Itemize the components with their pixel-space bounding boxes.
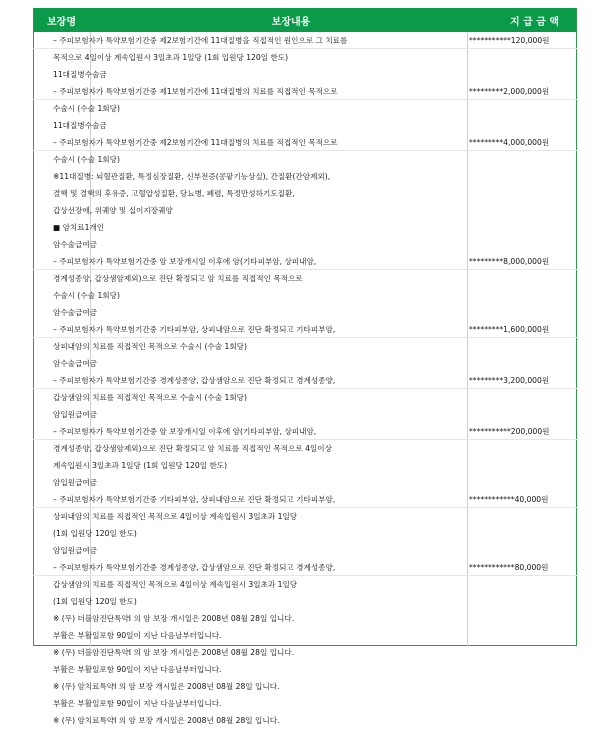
- table-row: [33, 253, 577, 270]
- table-row: [33, 219, 577, 236]
- table-row: [33, 372, 577, 389]
- table-row: [33, 321, 577, 338]
- row-amount: ***********200,000원: [469, 427, 550, 436]
- row-text: – 주피보험자가 특약보험기간중 제2보험기간에 11대질병의 치료를 직접적인 목적으로: [53, 138, 338, 147]
- table-row: [33, 474, 577, 491]
- header-benefit-name: 보장명: [47, 16, 76, 28]
- table-row: [33, 389, 577, 406]
- row-text: – 주피보험자가 특약보험기간중 경계성종양, 갑상샘암으로 진단 확정되고 경계성종양,: [53, 563, 336, 572]
- row-text: 갑상샘암의 치료를 직접적인 목적으로 4일이상 계속입원시 3일초과 1일당: [53, 580, 298, 589]
- row-text: 부활은 부활일포함 90일이 지난 다음날부터입니다.: [53, 665, 222, 674]
- row-text: 암수술급여금: [53, 359, 98, 368]
- row-text: – 주피보험자가 특약보험기간중 제2보험기간에 11대질병을 직접적인 원인으로 그 치료를: [53, 36, 348, 45]
- table-row: [33, 423, 577, 440]
- row-amount: *********2,000,000원: [469, 87, 550, 96]
- row-text: 암수술급여금: [53, 240, 98, 249]
- row-text: 암입원급여금: [53, 546, 98, 555]
- row-text: 경계성종양, 갑상샘암제외)으로 진단 확정되고 암 치료를 직접적인 목적으로 4일이상: [53, 444, 332, 453]
- table-row: [33, 695, 577, 712]
- table-body: [33, 32, 577, 729]
- table-row: [33, 185, 577, 202]
- row-text: 수술시 (수술 1회당): [53, 155, 120, 164]
- table-row: [33, 151, 577, 168]
- row-text: 상피내암의 치료를 직접적인 목적으로 4일이상 계속입원시 3일초과 1일당: [53, 512, 298, 521]
- row-text: (1회 입원당 120일 한도): [53, 529, 137, 538]
- row-text: 암수술급여금: [53, 308, 98, 317]
- table-row: [33, 270, 577, 287]
- table-row: [33, 525, 577, 542]
- row-text: – 주피보험자가 특약보험기간중 기타피부암, 상피내암으로 진단 확정되고 기타피부암,: [53, 325, 336, 334]
- table-row: [33, 66, 577, 83]
- table-row: [33, 355, 577, 372]
- row-amount: *********4,000,000원: [469, 138, 550, 147]
- table-row: [33, 168, 577, 185]
- table-row: [33, 712, 577, 729]
- table-row: [33, 576, 577, 593]
- table-row: [33, 287, 577, 304]
- row-amount: *********8,000,000원: [469, 257, 550, 266]
- header-benefit-content: 보장내용: [271, 16, 311, 28]
- table-row: [33, 134, 577, 151]
- table-row: [33, 236, 577, 253]
- row-text: (1회 입원당 120일 한도): [53, 597, 137, 606]
- row-text: – 주피보험자가 특약보험기간중 암 보장개시일 이후에 암(기타피부암, 상피내암,: [53, 257, 317, 266]
- row-text: ※ (무) 더블암진단특약Ⅰ 의 암 보장 개시일은 2008년 08월 28일 입니다.: [53, 648, 295, 657]
- table-row: [33, 49, 577, 66]
- row-text: 계속입원시 3일초과 1일당 (1회 입원당 120일 한도): [53, 461, 228, 470]
- table-row: [33, 457, 577, 474]
- row-text: 11대질병수술금: [53, 121, 107, 130]
- table-row: [33, 678, 577, 695]
- table-row: [33, 338, 577, 355]
- row-amount: ***********120,000원: [469, 36, 550, 45]
- row-text: 목적으로 4일이상 계속입원시 3일초과 1일당 (1회 입원당 120일 한도): [53, 53, 289, 62]
- row-amount: *********1,600,000원: [469, 325, 550, 334]
- table-row: [33, 440, 577, 457]
- row-amount: ************40,000원: [469, 495, 549, 504]
- row-text: 경계성종양, 갑상샘암제외)으로 진단 확정되고 암 치료를 직접적인 목적으로: [53, 274, 303, 283]
- table-row: [33, 559, 577, 576]
- row-text: 부활은 부활일포함 90일이 지난 다음날부터입니다.: [53, 631, 222, 640]
- table-row: [33, 508, 577, 525]
- row-text: 암입원급여금: [53, 410, 98, 419]
- row-text: 갑상선장애, 위궤양 및 십이지장궤양: [53, 206, 173, 215]
- row-amount: ************80,000원: [469, 563, 549, 572]
- row-text: 결핵 및 결핵의 후유증, 고혈압성질환, 당뇨병, 폐렴, 특정만성하기도질환,: [53, 189, 295, 198]
- row-text: ※ (무) 암치료특약Ⅰ 의 암 보장 개시일은 2008년 08월 28일 입니다.: [53, 716, 280, 725]
- table-row: [33, 117, 577, 134]
- table-row: [33, 610, 577, 627]
- row-text: 수술시 (수술 1회당): [53, 104, 120, 113]
- table-row: [33, 202, 577, 219]
- row-text: ■ 암치료1개인: [53, 223, 105, 232]
- row-text: 상피내암의 치료를 직접적인 목적으로 수술시 (수술 1회당): [53, 342, 247, 351]
- row-text: – 주피보험자가 특약보험기간중 기타피부암, 상피내암으로 진단 확정되고 기타피부암,: [53, 495, 336, 504]
- row-text: – 주피보험자가 특약보험기간중 암 보장개시일 이후에 암(기타피부암, 상피내암,: [53, 427, 317, 436]
- table-row: [33, 83, 577, 100]
- table-row: [33, 304, 577, 321]
- row-text: ※ (무) 더블암진단특약Ⅰ 의 암 보장 개시일은 2008년 08월 28일 입니다.: [53, 614, 295, 623]
- row-text: ※11대질병: 뇌혈관질환, 특정심장질환, 신부전증(콩팥기능상실), 간질환(간암제외),: [53, 172, 331, 181]
- table-row: [33, 491, 577, 508]
- row-text: – 주피보험자가 특약보험기간중 제1보험기간에 11대질병의 치료를 직접적인 목적으로: [53, 87, 338, 96]
- row-amount: *********3,200,000원: [469, 376, 550, 385]
- row-text: 11대질병수술금: [53, 70, 107, 79]
- row-text: – 주피보험자가 특약보험기간중 경계성종양, 갑상샘암으로 진단 확정되고 경계성종양,: [53, 376, 336, 385]
- table-row: [33, 644, 577, 661]
- table-row: [33, 593, 577, 610]
- table-row: [33, 32, 577, 49]
- row-text: 부활은 부활일포함 90일이 지난 다음날부터입니다.: [53, 699, 222, 708]
- table-row: [33, 542, 577, 559]
- header-payment-amount: 지 급 금 액: [509, 16, 560, 28]
- table-row: [33, 406, 577, 423]
- row-text: 암입원급여금: [53, 478, 98, 487]
- table-row: [33, 661, 577, 678]
- row-text: ※ (무) 암치료특약Ⅰ 의 암 보장 개시일은 2008년 08월 28일 입니다.: [53, 682, 280, 691]
- table-row: [33, 100, 577, 117]
- row-text: 수술시 (수술 1회당): [53, 291, 120, 300]
- table-row: [33, 627, 577, 644]
- row-text: 갑상샘암의 치료를 직접적인 목적으로 수술시 (수술 1회당): [53, 393, 247, 402]
